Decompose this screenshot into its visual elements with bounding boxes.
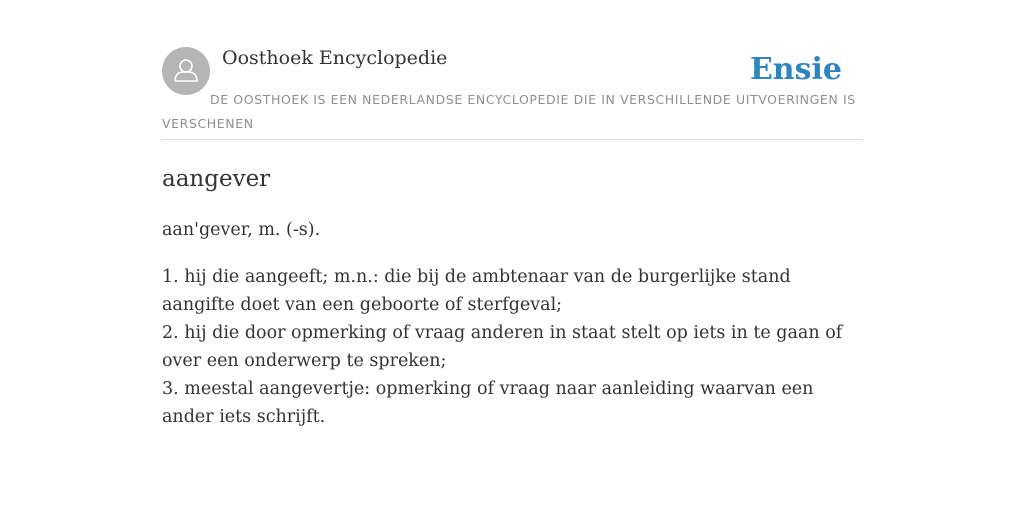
source-description: DE OOSTHOEK IS EEN NEDERLANDSE ENCYCLOPEDIE DIE IN VERSCHILLENDE UITVOERINGEN IS VERSCHENEN [162,92,856,131]
definition-sense-1: 1. hij die aangeeft; m.n.: die bij de ambtenaar van de burgerlijke stand aangifte doet van een geboorte of sterfgeval; [162,267,791,315]
definition-sense-2: 2. hij die door opmerking of vraag anderen in staat stelt op iets in te gaan of over een onderwerp te spreken; [162,323,843,371]
page-container [162,46,862,140]
entry-title: aangever [162,166,271,192]
source-header [162,46,862,140]
source-name[interactable]: Oosthoek Encyclopedie [222,47,448,69]
entry-definition [162,216,862,431]
definition-sense-3: 3. meestal aangevertje: opmerking of vraag naar aanleiding waarvan een ander iets schrijft. [162,379,814,427]
ensie-logo-link[interactable]: Ensie [749,52,842,87]
headword-line: aan'gever, m. (-s). [162,220,321,240]
